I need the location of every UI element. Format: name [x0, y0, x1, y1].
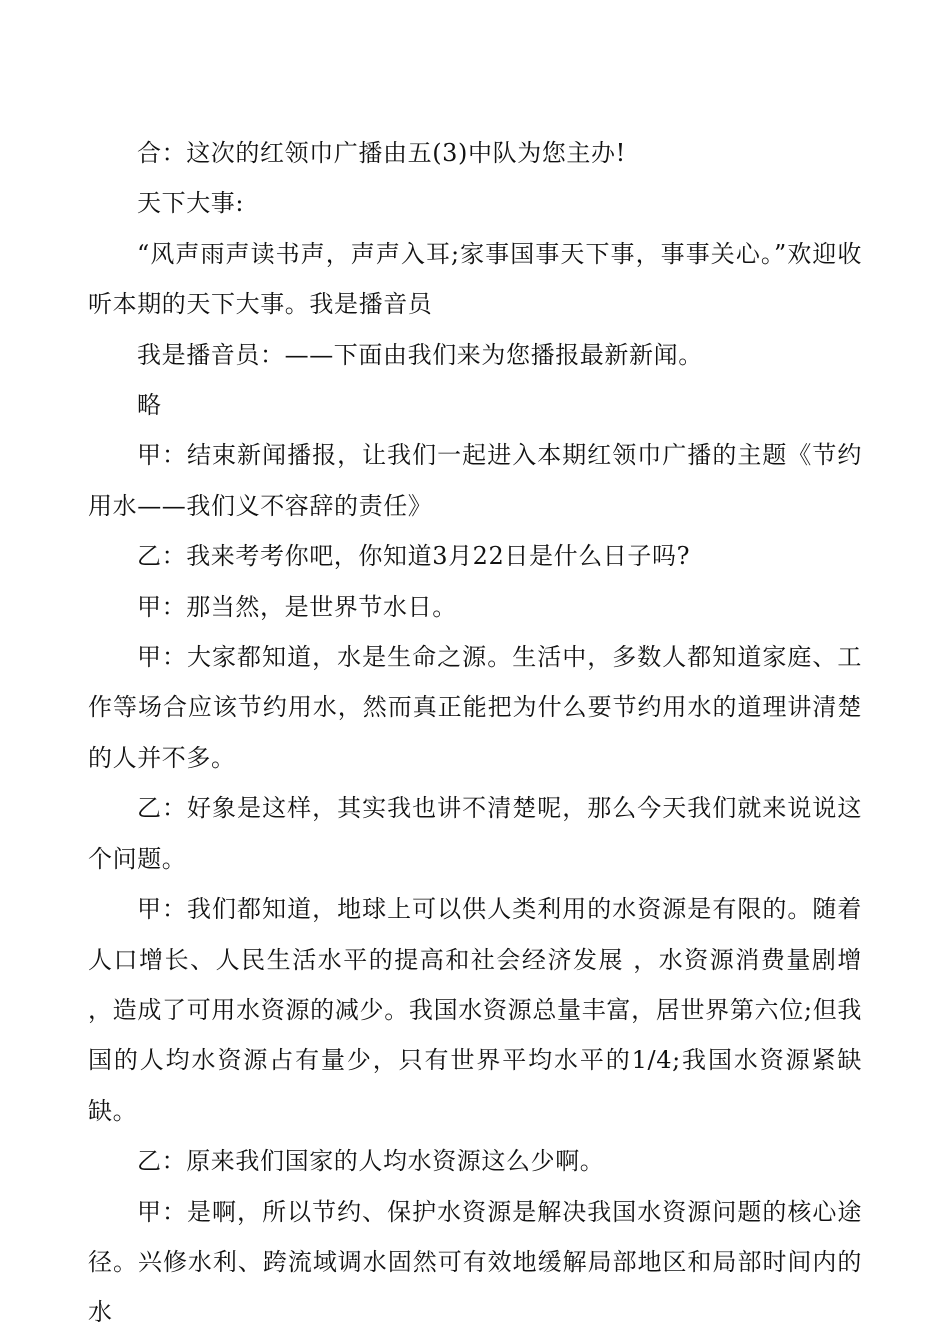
paragraph-water-importance: 甲：大家都知道，水是生命之源。生活中，多数人都知道家庭、工作等场合应该节约用水，然而真正能把为什么要节约用水的道理讲清楚的人并不多。	[88, 643, 862, 772]
paragraph-omitted: 略	[137, 391, 162, 420]
paragraph-news-intro: “风声雨声读书声，声声入耳;家事国事天下事，事事关心。”欢迎收听本期的天下大事。我是播音员	[88, 239, 862, 319]
paragraph-question: 乙：我来考考你吧，你知道3月22日是什么日子吗?	[137, 542, 691, 571]
document-page	[88, 128, 862, 1338]
paragraph-conservation: 甲：是啊，所以节约、保护水资源是解决我国水资源问题的核心途径。兴修水利、跨流域调水固然可有效地缓解局部地区和局部时间内的水	[88, 1197, 862, 1327]
paragraph-theme-intro: 甲：结束新闻播报，让我们一起进入本期红领巾广播的主题《节约用水——我们义不容辞的责任》	[88, 441, 862, 520]
paragraph-closing-announcement: 合：这次的红领巾广播由五(3)中队为您主办!	[137, 139, 626, 167]
paragraph-announcer-line: 我是播音员：——下面由我们来为您播报最新新闻。	[137, 340, 703, 369]
paragraph-water-resources: 甲：我们都知道，地球上可以供人类利用的水资源是有限的。随着人口增长、人民生活水平的提高和社会经济发展 ，水资源消费量剧增 ，造成了可用水资源的减少。我国水资源总量丰富，居世界第六位;但我国的人均水资源占有量少，只有世界平均水平的1/4;我国水资源紧缺缺。	[88, 895, 862, 1125]
paragraph-response: 乙：好象是这样，其实我也讲不清楚呢，那么今天我们就来说说这个问题。	[88, 794, 862, 873]
paragraph-surprise: 乙：原来我们国家的人均水资源这么少啊。	[137, 1147, 605, 1176]
paragraph-answer: 甲：那当然，是世界节水日。	[137, 592, 457, 621]
section-heading-world-news: 天下大事:	[137, 189, 245, 218]
